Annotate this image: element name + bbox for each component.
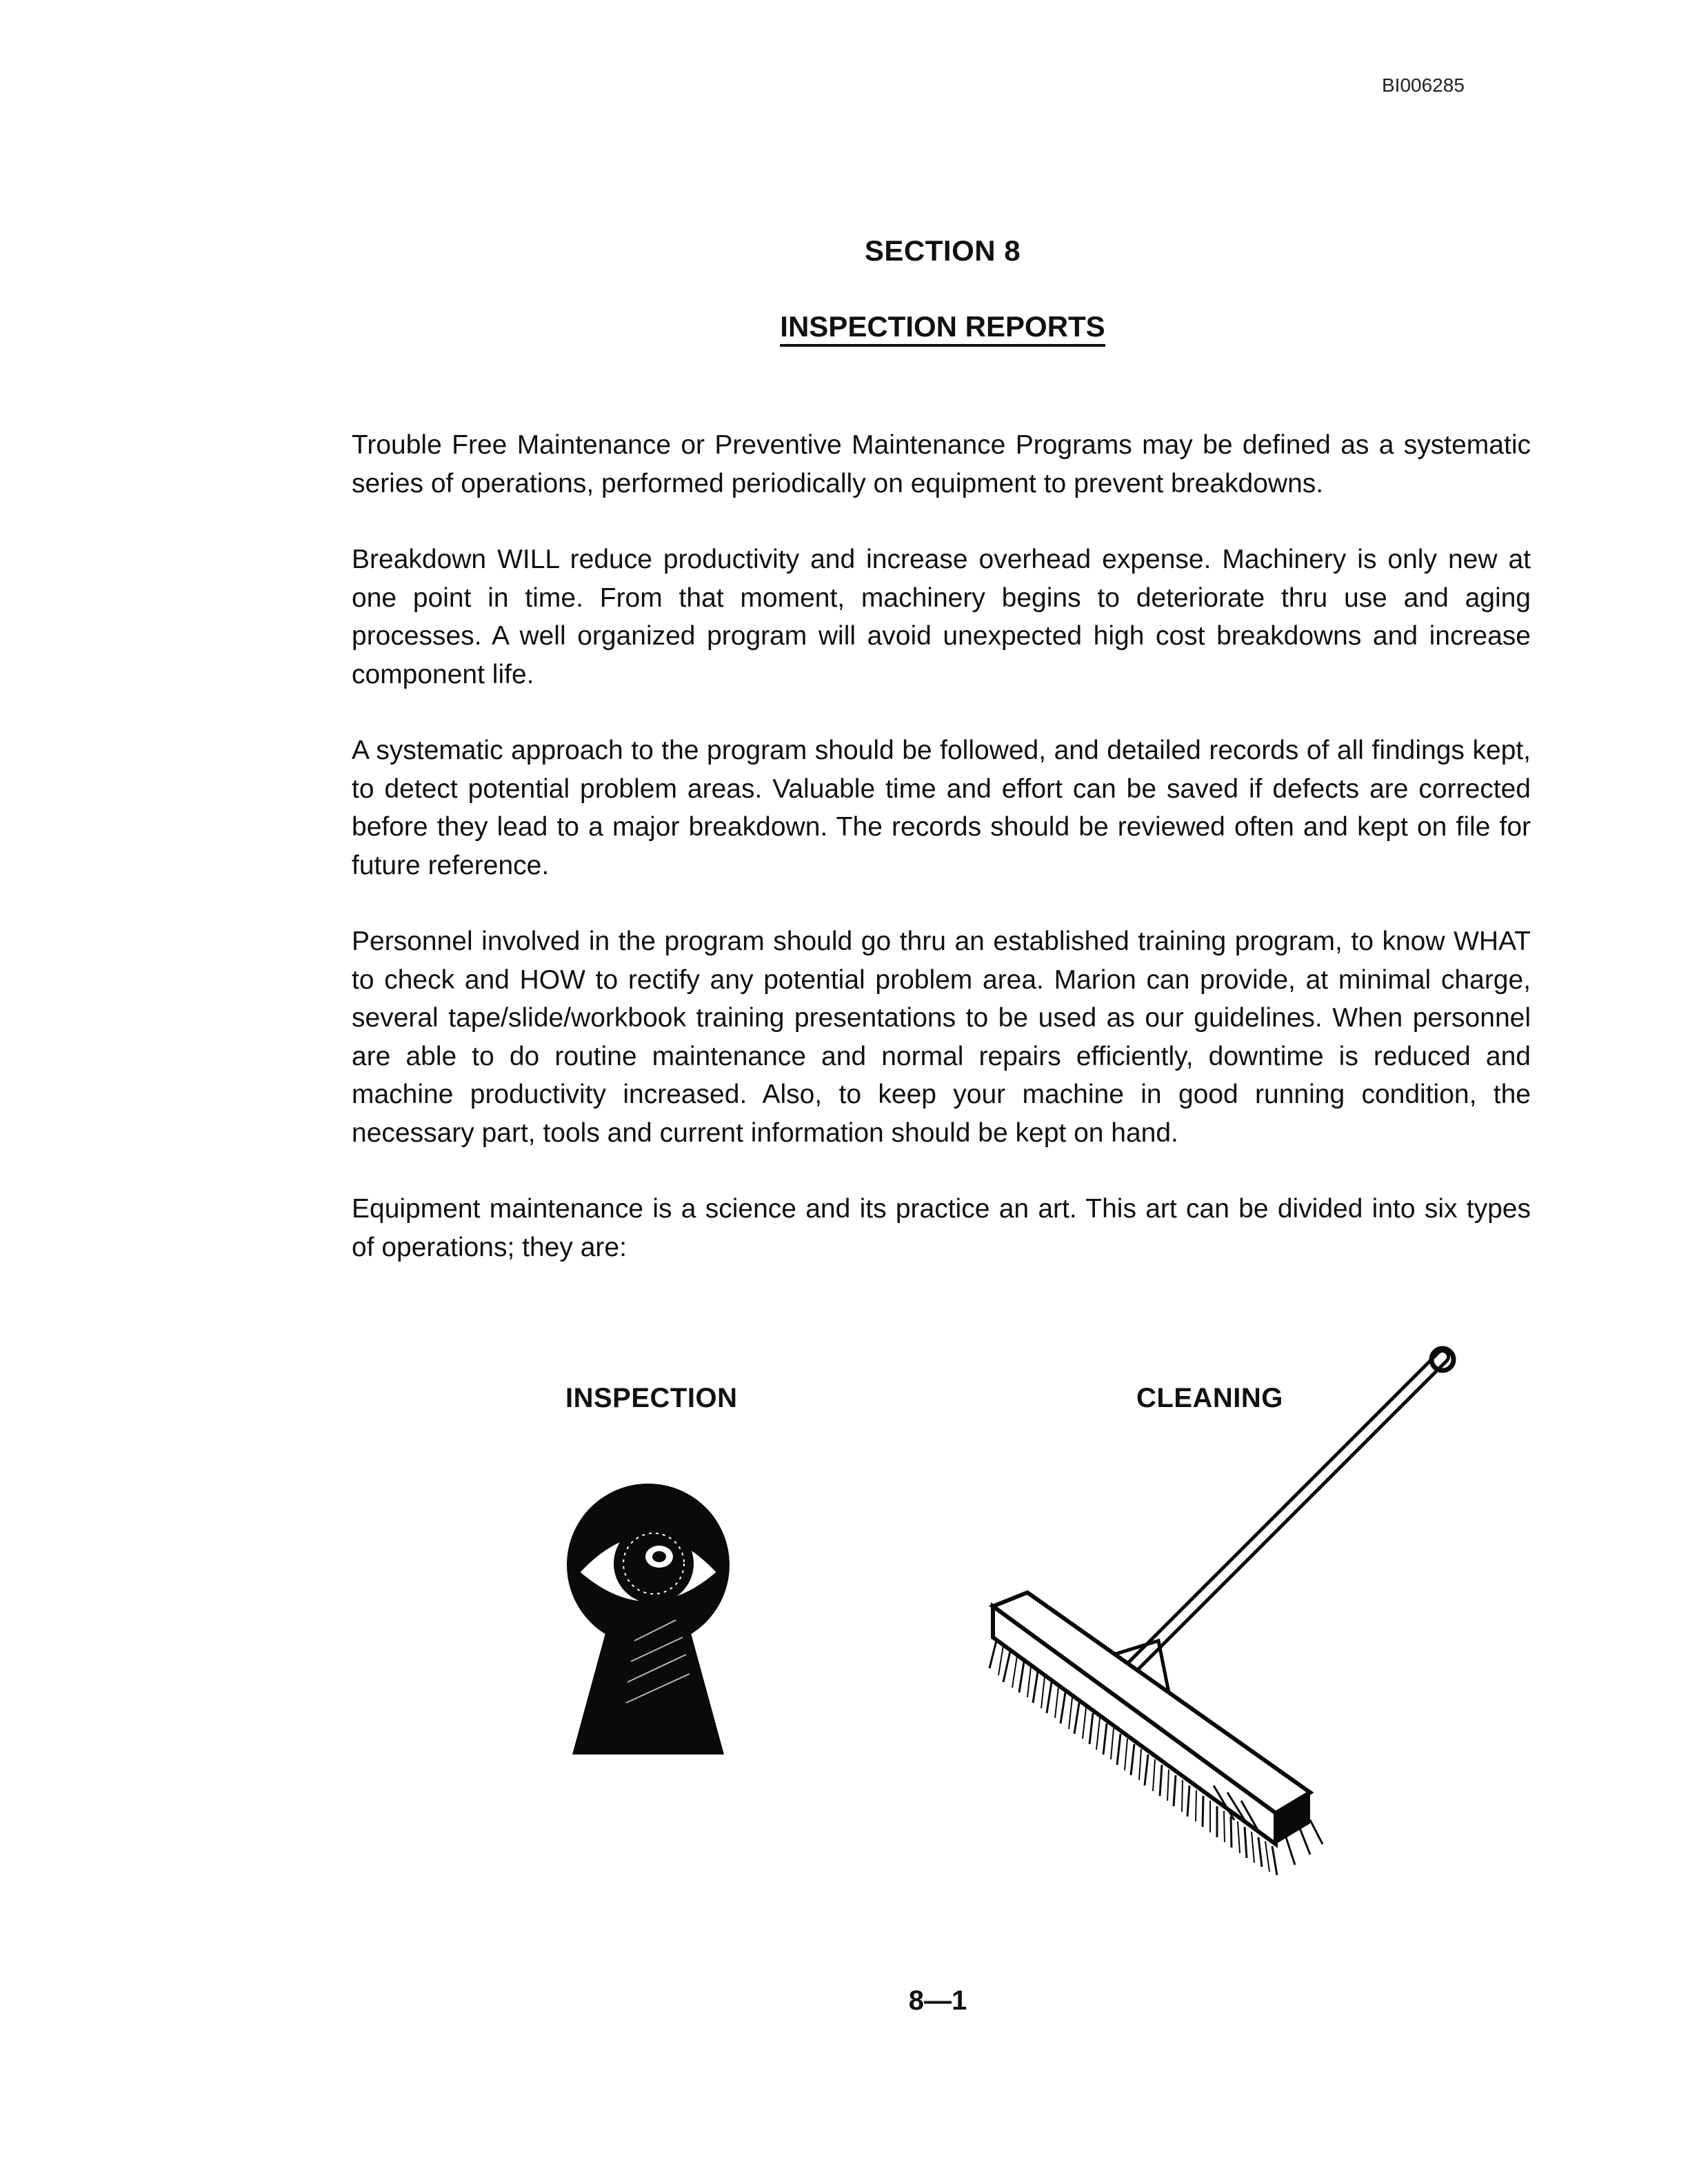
paragraph-definition: Trouble Free Maintenance or Preventive Maintenance Programs may be defined as a systematic series of operations, performed periodically on equipment to prevent breakdowns.: [352, 430, 1531, 498]
section-title: SECTION 8: [864, 234, 1021, 267]
body-text: [352, 426, 1531, 1304]
document-id: BI006285: [1382, 74, 1465, 96]
paragraph-approach: A systematic approach to the program should be followed, and detailed records of all findings kept, to detect potential problem areas. Valuable time and effort can be saved if defects are corrected before they lead to a major breakdown. The records should be reviewed often and kept on file for future reference.: [352, 736, 1531, 880]
keyhole-eye-icon: [565, 1482, 731, 1758]
section-subtitle-text: INSPECTION REPORTS: [780, 310, 1105, 347]
paragraph-personnel: Personnel involved in the program should go thru an established training program, to know WHAT to check and HOW to rectify any potential problem area. Marion can provide, at minimal charge, several tape/slide/workbook training presentations to be used as our guidelines. When personnel are able to do routine maintenance and normal repairs efficiently, downtime is reduced and machine productivity increased. Also, to keep your machine in good running condition, the necessary part, tools and current information should be kept on hand.: [352, 927, 1531, 1148]
operation-label-cleaning: CLEANING: [1136, 1383, 1283, 1413]
section-subtitle: [0, 310, 1688, 343]
paragraph-operations: Equipment maintenance is a science and its practice an art. This art can be divided into six types of operations; they are:: [352, 1194, 1531, 1262]
paragraph-breakdown: Breakdown WILL reduce productivity and increase overhead expense. Machinery is only new at one point in time. From that moment, machinery begins to deteriorate thru use and aging processes. A well organized program will avoid unexpected high cost breakdowns and increase component life.: [352, 545, 1531, 689]
operation-label-inspection: INSPECTION: [565, 1383, 738, 1413]
page-number: 8—1: [908, 1985, 967, 2016]
push-broom-icon: [979, 1337, 1476, 1889]
